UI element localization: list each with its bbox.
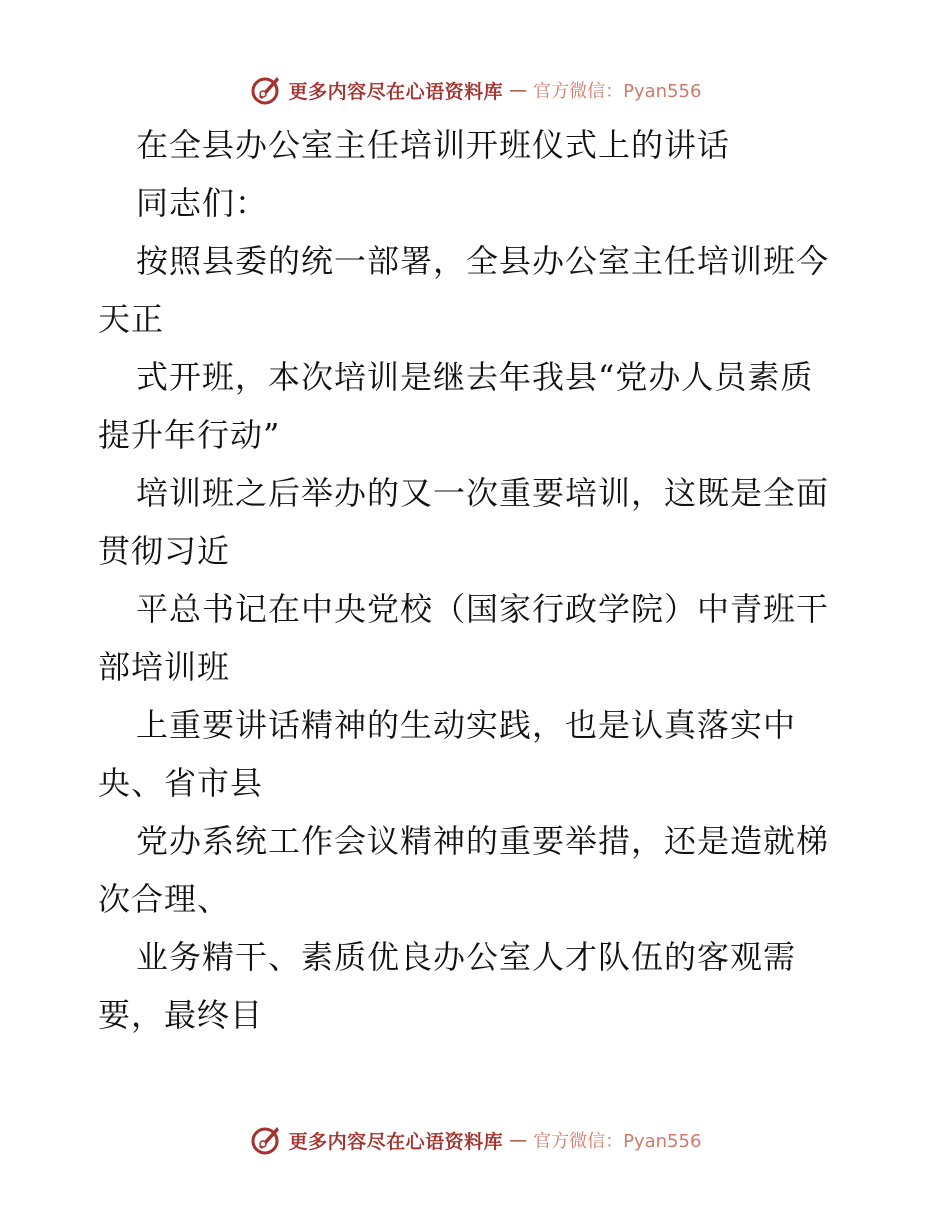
quill-logo-icon — [249, 1123, 283, 1157]
watermark-site-text: 更多内容尽在心语资料库 — [288, 80, 504, 103]
text-line: 式开班，本次培训是继去年我县“党办人员素质 — [136, 358, 814, 396]
text-line: 培训班之后举办的又一次重要培训，这既是全面 — [136, 474, 830, 512]
watermark-site-text: 更多内容尽在心语资料库 — [288, 1130, 504, 1153]
text-line: 上重要讲话精神的生动实践，也是认真落实中 — [136, 706, 797, 744]
text-line: 天正 — [98, 300, 165, 338]
watermark-contact: 官方微信：Pyan556 — [533, 1131, 702, 1152]
text-line: 要，最终目 — [98, 996, 264, 1034]
document-title: 在全县办公室主任培训开班仪式上的讲话 — [136, 126, 731, 164]
text-line: 央、省市县 — [98, 764, 264, 802]
text-line: 部培训班 — [98, 648, 231, 686]
footer-watermark — [0, 1120, 950, 1160]
watermark-separator: — — [509, 79, 528, 101]
text-line: 党办系统工作会议精神的重要举措，还是造就梯 — [136, 822, 830, 860]
document-body — [98, 116, 858, 1044]
text-line: 贯彻习近 — [98, 532, 231, 570]
text-line: 平总书记在中央党校（国家行政学院）中青班干 — [136, 590, 830, 628]
salutation: 同志们： — [136, 184, 269, 222]
text-line: 按照县委的统一部署，全县办公室主任培训班今 — [136, 242, 830, 280]
watermark-separator: — — [509, 1129, 528, 1151]
text-line: 业务精干、素质优良办公室人才队伍的客观需 — [136, 938, 797, 976]
quill-logo-icon — [249, 73, 283, 107]
text-line: 提升年行动” — [98, 416, 281, 454]
header-watermark — [0, 70, 950, 110]
text-line: 次合理、 — [98, 880, 231, 918]
watermark-contact: 官方微信：Pyan556 — [533, 81, 702, 102]
